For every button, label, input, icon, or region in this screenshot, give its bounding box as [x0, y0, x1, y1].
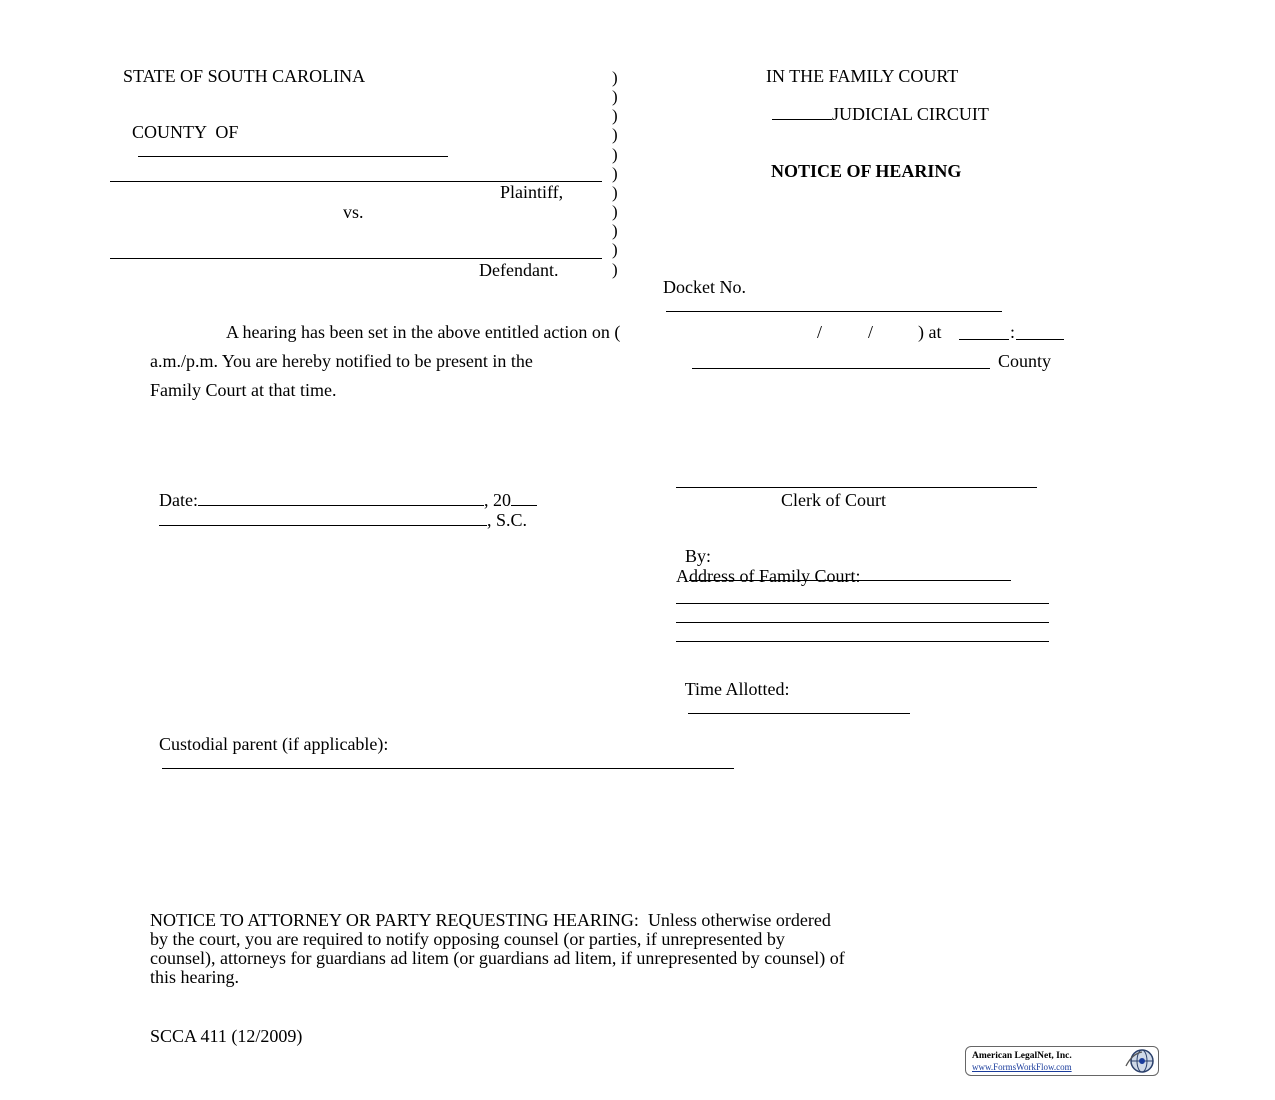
clerk-signature-line[interactable] — [676, 487, 1037, 488]
globe-icon — [1122, 1048, 1156, 1074]
caption-paren: ) — [612, 221, 618, 240]
location-row — [150, 492, 527, 529]
body-line-1-at: ) at — [918, 322, 942, 342]
notice-line-3: counsel), attorneys for guardians ad litem (or guardians ad litem, if unrepresented by counsel) of — [150, 948, 845, 968]
form-id: SCCA 411 (12/2009) — [150, 1026, 303, 1046]
plaintiff-label: Plaintiff, — [500, 182, 564, 202]
county-label — [123, 105, 448, 160]
body-line-2: a.m./p.m. You are hereby notified to be present in the — [150, 351, 533, 371]
county-word: County — [998, 351, 1052, 371]
address-line-3[interactable] — [676, 641, 1049, 642]
caption-paren: ) — [612, 202, 618, 221]
defendant-line[interactable] — [110, 258, 602, 259]
hour-field[interactable] — [959, 324, 1009, 340]
date-slash-2: / — [868, 322, 874, 342]
date-slash-1: / — [817, 322, 823, 342]
notice-line-4: this hearing. — [150, 967, 239, 987]
custodial-label: Custodial parent (if applicable): — [159, 734, 389, 754]
time-allotted-field[interactable] — [688, 698, 910, 714]
custodial-row — [150, 717, 734, 772]
county-field[interactable] — [138, 141, 448, 157]
county-label-text: COUNTY OF — [132, 122, 239, 142]
state-label: STATE OF SOUTH CAROLINA — [123, 66, 366, 86]
docket-field[interactable] — [666, 296, 1002, 312]
caption-paren: ) — [612, 145, 618, 164]
caption-paren: ) — [612, 240, 618, 259]
defendant-label: Defendant. — [479, 260, 559, 280]
address-line-1[interactable] — [676, 603, 1049, 604]
caption-paren: ) — [612, 164, 618, 183]
notice-heading: NOTICE TO ATTORNEY OR PARTY REQUESTING HEARING: — [150, 910, 639, 930]
caption-paren: ) — [612, 87, 618, 106]
caption-paren: ) — [612, 260, 618, 279]
date-label: Date: — [159, 490, 198, 510]
circuit-field[interactable] — [772, 104, 832, 120]
docket-row — [654, 260, 1002, 315]
custodial-field[interactable] — [162, 753, 734, 769]
body-line-1: A hearing has been set in the above entitled action on ( — [226, 322, 621, 342]
caption-paren: ) — [612, 106, 618, 125]
judicial-circuit — [763, 86, 989, 123]
judicial-circuit-label: JUDICIAL CIRCUIT — [832, 104, 989, 124]
sc-suffix: , S.C. — [487, 510, 528, 530]
body-line-3: Family Court at that time. — [150, 380, 337, 400]
notice-line-1 — [150, 911, 831, 929]
logo-url[interactable]: www.FormsWorkFlow.com — [972, 1062, 1072, 1072]
court-title: IN THE FAMILY COURT — [766, 66, 959, 86]
caption-paren: ) — [612, 183, 618, 202]
address-label: Address of Family Court: — [676, 566, 861, 586]
time-allotted-row — [676, 662, 910, 717]
year-prefix: , 20 — [483, 490, 511, 510]
clerk-label: Clerk of Court — [781, 490, 886, 510]
logo-name: American LegalNet, Inc. — [972, 1051, 1072, 1061]
by-label: By: — [685, 546, 712, 566]
county-court-field[interactable] — [692, 353, 990, 369]
caption-paren: ) — [612, 68, 618, 87]
time-allotted-label: Time Allotted: — [684, 679, 790, 699]
caption-paren: ) — [612, 125, 618, 144]
docket-label: Docket No. — [663, 277, 746, 297]
notice-line-2: by the court, you are required to notify opposing counsel (or parties, if unrepresented by — [150, 929, 785, 949]
vs-label: vs. — [343, 202, 364, 222]
location-field[interactable] — [159, 510, 487, 526]
minute-field[interactable] — [1016, 324, 1064, 340]
time-colon: : — [1010, 322, 1016, 342]
notice-line-1-rest: Unless otherwise ordered — [638, 910, 831, 930]
legalnet-badge[interactable] — [965, 1046, 1159, 1076]
address-line-2[interactable] — [676, 622, 1049, 623]
doc-title: NOTICE OF HEARING — [771, 161, 962, 181]
